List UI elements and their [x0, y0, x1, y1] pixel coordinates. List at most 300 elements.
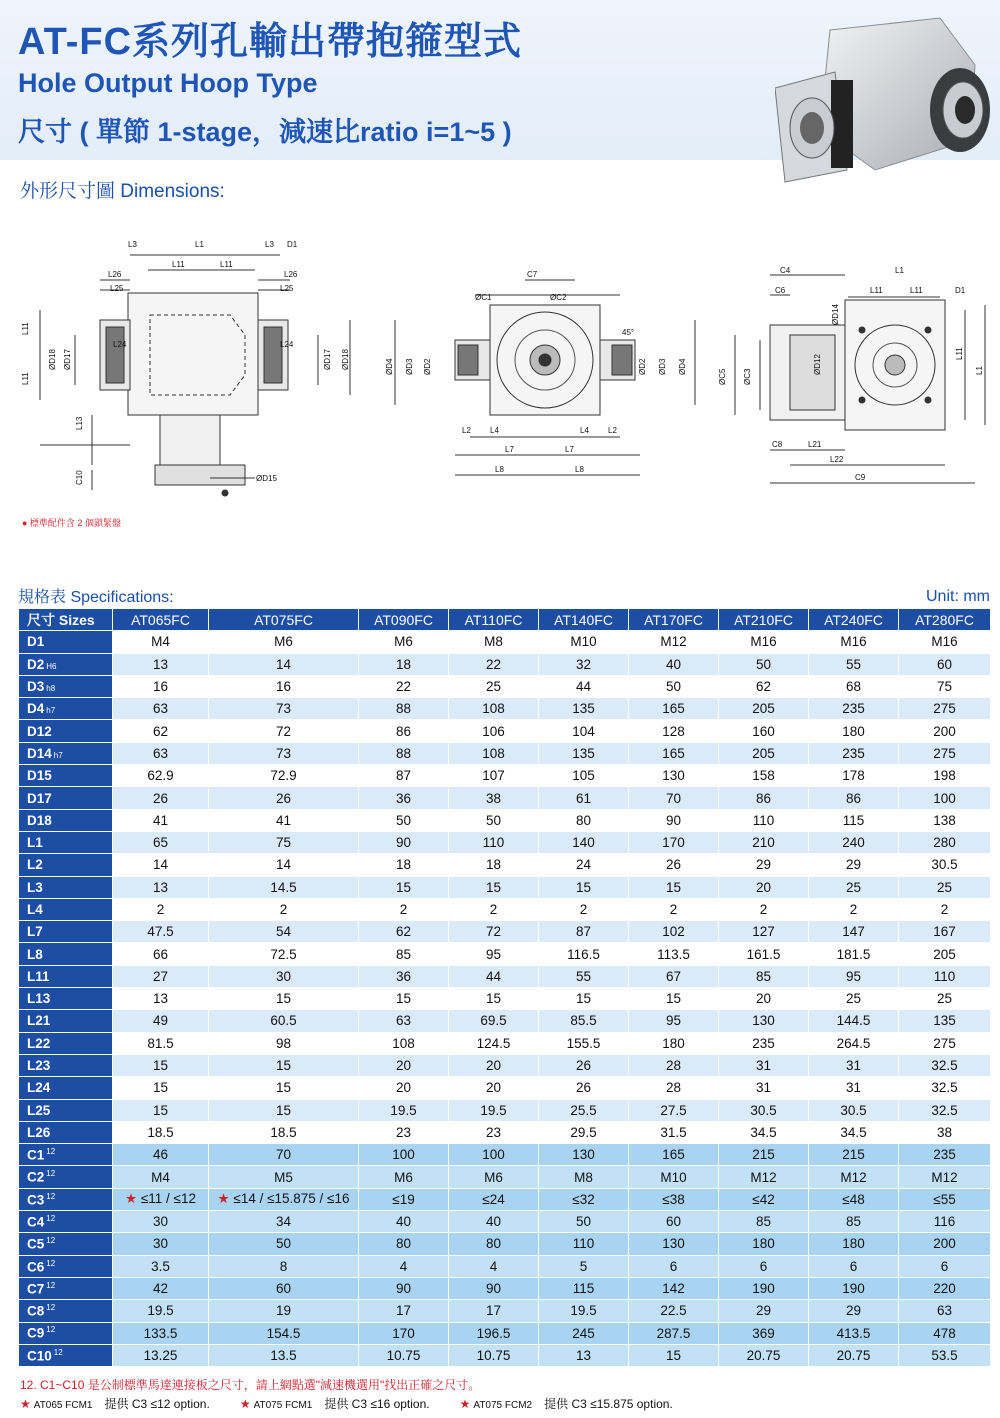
table-cell: [359, 943, 449, 965]
table-cell: [113, 1211, 209, 1233]
table-cell: [209, 631, 359, 653]
model-header-at075fc: AT075FC: [209, 609, 359, 631]
table-cell: [719, 631, 809, 653]
table-cell: [449, 1054, 539, 1076]
table-cell: [719, 1166, 809, 1188]
option-note: [20, 1397, 210, 1411]
table-cell: [539, 653, 629, 675]
cell-value: 98: [275, 1035, 292, 1051]
row-label-text: L3: [27, 879, 43, 895]
table-cell: [899, 765, 991, 787]
label-L25-right: L25: [280, 284, 294, 293]
table-cell: [113, 742, 209, 764]
table-row-c2: [19, 1166, 991, 1188]
label-L1-side-vert: L1: [975, 366, 984, 375]
cell-value: 73: [275, 745, 292, 761]
table-cell: [899, 787, 991, 809]
table-cell: [449, 653, 539, 675]
label-D3-right: ØD3: [658, 358, 667, 375]
table-cell: [209, 1054, 359, 1076]
cell-value: 165: [662, 745, 685, 761]
cell-value: M8: [574, 1169, 593, 1185]
table-cell: [629, 1144, 719, 1166]
table-cell: [809, 765, 899, 787]
table-row-l2: [19, 854, 991, 876]
cell-value: 44: [575, 679, 592, 695]
table-cell: [899, 1188, 991, 1210]
cell-value: 18: [395, 857, 412, 873]
cell-value: 80: [485, 1236, 502, 1252]
cell-value: 205: [752, 701, 775, 717]
cell-value: 46: [152, 1147, 169, 1163]
front-view-drawing: [40, 255, 350, 496]
cell-value: 88: [395, 745, 412, 761]
cell-value: 110: [933, 968, 956, 984]
table-cell: [899, 1121, 991, 1143]
row-label: [19, 965, 113, 987]
table-cell: [209, 921, 359, 943]
row-label: [19, 809, 113, 831]
cell-value: 15: [395, 879, 412, 895]
table-cell: [539, 675, 629, 697]
model-header-at065fc: AT065FC: [113, 609, 209, 631]
label-D14: ØD14: [831, 304, 840, 325]
label-L11-a: L11: [172, 260, 185, 269]
cell-value: 61: [575, 790, 592, 806]
cell-value: 62: [755, 679, 772, 695]
cell-value: 88: [395, 701, 412, 717]
table-cell: [113, 831, 209, 853]
table-cell: [539, 921, 629, 943]
table-cell: [209, 1255, 359, 1277]
page-subtitle-ratio: 尺寸 ( 單節 1-stage，減速比ratio i=1~5 ): [18, 117, 512, 147]
table-cell: [113, 898, 209, 920]
cell-value: 80: [395, 1236, 412, 1252]
table-cell: [809, 1077, 899, 1099]
cell-value: 138: [933, 812, 956, 828]
table-cell: [899, 675, 991, 697]
table-cell: [629, 988, 719, 1010]
cell-value: ≤19: [392, 1191, 415, 1207]
table-cell: [539, 720, 629, 742]
table-cell: [449, 1233, 539, 1255]
row-label-text: D15: [27, 768, 52, 784]
label-D1-side: D1: [955, 286, 966, 295]
table-cell: [809, 943, 899, 965]
cell-value: 20: [485, 1080, 502, 1096]
dimensions-title: 外形尺寸圖 Dimensions:: [20, 181, 225, 202]
cell-value: 55: [845, 656, 862, 672]
cell-value: M12: [750, 1169, 777, 1185]
table-cell: [359, 921, 449, 943]
cell-value: 85: [755, 968, 772, 984]
cell-value: ≤38: [662, 1191, 685, 1207]
table-cell: [113, 1099, 209, 1121]
table-cell: [809, 809, 899, 831]
table-cell: [899, 943, 991, 965]
table-cell: [449, 720, 539, 742]
cell-value: 25.5: [570, 1102, 597, 1118]
table-cell: [719, 988, 809, 1010]
row-label-footnote-ref: 12: [46, 1191, 56, 1201]
cell-value: 264.5: [836, 1035, 871, 1051]
cell-value: 32: [575, 656, 592, 672]
label-L26-right: L26: [284, 270, 298, 279]
table-cell: [719, 965, 809, 987]
cell-value: 170: [662, 835, 685, 851]
label-L2-right: L2: [608, 426, 617, 435]
table-cell: [539, 1211, 629, 1233]
unit-label: Unit: mm: [926, 588, 990, 605]
cell-value: 47.5: [147, 924, 174, 940]
row-label-text: D14: [27, 745, 52, 761]
cell-value: 105: [572, 768, 595, 784]
row-label-text: C4: [27, 1214, 45, 1230]
table-row-c9: [19, 1322, 991, 1344]
cell-value: 40: [485, 1214, 502, 1230]
table-row-l26: [19, 1121, 991, 1143]
table-cell: [629, 1166, 719, 1188]
table-cell: [113, 1188, 209, 1210]
cell-value: 478: [933, 1325, 956, 1341]
cell-value: 36: [395, 968, 412, 984]
row-label-footnote-ref: 12: [46, 1213, 56, 1223]
table-cell: [113, 720, 209, 742]
table-cell: [359, 1054, 449, 1076]
cell-value: 50: [755, 656, 772, 672]
table-cell: [359, 965, 449, 987]
label-L24-right: L24: [280, 340, 294, 349]
cell-value: 19.5: [570, 1303, 597, 1319]
table-cell: [809, 898, 899, 920]
label-D3-left: ØD3: [405, 358, 414, 375]
cell-value: 25: [485, 679, 502, 695]
option-note: [240, 1397, 430, 1411]
cell-value: 25: [936, 879, 953, 895]
cell-value: 235: [842, 701, 865, 717]
cell-value: 210: [752, 835, 775, 851]
cell-value: 90: [485, 1281, 502, 1297]
cell-value: 15: [275, 991, 292, 1007]
table-cell: [629, 765, 719, 787]
table-row-d18: [19, 809, 991, 831]
cell-value: M4: [151, 634, 170, 650]
label-C1: ØC1: [475, 293, 492, 302]
table-cell: [539, 787, 629, 809]
table-row-l3: [19, 876, 991, 898]
table-cell: [449, 831, 539, 853]
table-cell: [629, 787, 719, 809]
table-cell: [809, 1054, 899, 1076]
table-cell: [899, 1099, 991, 1121]
row-label-footnote-ref: 12: [46, 1325, 56, 1335]
table-cell: [809, 1166, 899, 1188]
row-label-text: D12: [27, 723, 52, 739]
table-cell: [809, 631, 899, 653]
table-row-d17: [19, 787, 991, 809]
table-cell: [449, 742, 539, 764]
row-label-tolerance: H6: [46, 661, 57, 671]
cell-value: 2: [759, 902, 768, 917]
cell-value: 205: [933, 946, 956, 962]
cell-value: 13.5: [270, 1347, 297, 1363]
table-cell: [809, 921, 899, 943]
cell-value: 3.5: [151, 1258, 170, 1274]
table-cell: [449, 631, 539, 653]
cell-value: 28: [665, 1080, 682, 1096]
label-D17-left: ØD17: [63, 349, 72, 370]
cell-value: 161.5: [746, 946, 781, 962]
model-header-at110fc: AT110FC: [449, 609, 539, 631]
cell-value: 240: [842, 835, 865, 851]
table-cell: [629, 1300, 719, 1322]
option-text: 提供 C3 ≤16 option.: [324, 1397, 430, 1411]
table-cell: [539, 988, 629, 1010]
table-cell: [629, 1233, 719, 1255]
cell-value: 18.5: [270, 1124, 297, 1140]
label-L25-left: L25: [110, 284, 124, 293]
table-cell: [113, 921, 209, 943]
cell-value: M6: [394, 634, 413, 650]
cell-value: 275: [933, 1035, 956, 1051]
cell-value: 31.5: [660, 1124, 687, 1140]
cell-value: 108: [392, 1035, 415, 1051]
specifications-title: 規格表 Specifications:: [18, 589, 174, 606]
cell-value: 30.5: [750, 1102, 777, 1118]
cell-value: 60.5: [270, 1013, 297, 1029]
table-cell: [629, 675, 719, 697]
table-cell: [809, 1032, 899, 1054]
cell-value: M16: [931, 634, 958, 650]
table-cell: [719, 720, 809, 742]
table-cell: [539, 1054, 629, 1076]
cell-value: 165: [662, 1147, 685, 1163]
option-note: [460, 1397, 673, 1411]
cell-value: 8: [279, 1258, 288, 1274]
table-cell: [539, 1099, 629, 1121]
table-cell: [899, 1300, 991, 1322]
cell-value: 2: [399, 902, 408, 917]
cell-value: 95: [485, 946, 502, 962]
table-cell: [629, 1054, 719, 1076]
table-row-c5: [19, 1233, 991, 1255]
cell-value: 62.9: [147, 768, 174, 784]
row-label: [19, 653, 113, 675]
table-cell: [899, 1166, 991, 1188]
cell-value: 75: [936, 679, 953, 695]
table-cell: [113, 1277, 209, 1299]
cell-value: 108: [482, 745, 505, 761]
table-cell: [809, 1211, 899, 1233]
cell-value: 235: [752, 1035, 775, 1051]
table-cell: [209, 1166, 359, 1188]
table-row-d3: [19, 675, 991, 697]
table-cell: [629, 1010, 719, 1032]
cell-value: 25: [936, 991, 953, 1007]
table-row-l24: [19, 1077, 991, 1099]
table-cell: [539, 854, 629, 876]
label-D2-left: ØD2: [423, 358, 432, 375]
table-cell: [719, 653, 809, 675]
row-label-text: D17: [27, 790, 52, 806]
star-icon: ★: [239, 1397, 251, 1411]
table-cell: [113, 1121, 209, 1143]
cell-value: ≤48: [842, 1191, 865, 1207]
cell-value: 86: [755, 790, 772, 806]
table-row-c10: [19, 1344, 991, 1366]
table-cell: [539, 1188, 629, 1210]
row-label: [19, 921, 113, 943]
cell-value: 68: [845, 679, 862, 695]
table-cell: [539, 1144, 629, 1166]
table-cell: [809, 787, 899, 809]
table-cell: [539, 1077, 629, 1099]
cell-value: 29: [845, 1303, 862, 1319]
table-cell: [209, 1322, 359, 1344]
table-cell: [449, 675, 539, 697]
table-cell: [113, 1077, 209, 1099]
table-cell: [359, 675, 449, 697]
row-label: [19, 1121, 113, 1143]
cell-value: ≤24: [482, 1191, 505, 1207]
cell-value: 2: [279, 902, 288, 917]
table-cell: [809, 1322, 899, 1344]
table-cell: [899, 921, 991, 943]
row-label: [19, 1144, 113, 1166]
table-cell: [629, 631, 719, 653]
cell-value: 50: [395, 812, 412, 828]
cell-value: 63: [152, 745, 169, 761]
cell-value: 38: [936, 1124, 953, 1140]
footnote-12: 12. C1~C10 是公制標準馬達連接板之尺寸，請上網點選"減速機選用"找出正確之尺寸。: [20, 1378, 481, 1392]
cell-value: 69.5: [480, 1013, 507, 1029]
row-label-text: L7: [27, 924, 43, 940]
cell-value: 40: [395, 1214, 412, 1230]
table-cell: [209, 1121, 359, 1143]
cell-value: 34: [275, 1214, 292, 1230]
table-cell: [899, 698, 991, 720]
table-row-l8: [19, 943, 991, 965]
table-cell: [629, 1188, 719, 1210]
cell-value: 31: [755, 1058, 772, 1074]
table-cell: [899, 1211, 991, 1233]
table-cell: [539, 1300, 629, 1322]
cell-value: 30.5: [840, 1102, 867, 1118]
row-label-text: C8: [27, 1303, 45, 1319]
cell-value: 66: [152, 946, 169, 962]
cell-value: 20.75: [836, 1347, 871, 1363]
label-D15: ØD15: [256, 474, 277, 483]
table-row-d4: [19, 698, 991, 720]
cell-value: 75: [275, 835, 292, 851]
cell-value: 15: [275, 1102, 292, 1118]
cell-value: 235: [933, 1147, 956, 1163]
table-cell: [449, 1255, 539, 1277]
table-cell: [899, 1144, 991, 1166]
cell-value: 15: [485, 991, 502, 1007]
cell-value: 87: [395, 768, 412, 784]
table-cell: [719, 854, 809, 876]
cell-value: 144.5: [836, 1013, 871, 1029]
top-view-drawing: [395, 280, 695, 475]
label-L8-right: L8: [575, 465, 584, 474]
table-cell: [719, 921, 809, 943]
cell-value: 60: [275, 1281, 292, 1297]
cell-value: 29: [755, 857, 772, 873]
cell-value: 200: [933, 723, 956, 739]
table-row-d14: [19, 742, 991, 764]
table-cell: [359, 1010, 449, 1032]
table-cell: [209, 675, 359, 697]
table-row-l1: [19, 831, 991, 853]
table-cell: [449, 1211, 539, 1233]
cell-value: 198: [933, 768, 956, 784]
table-cell: [113, 631, 209, 653]
table-cell: [113, 876, 209, 898]
table-cell: [449, 698, 539, 720]
cell-value: 190: [752, 1281, 775, 1297]
table-cell: [809, 1255, 899, 1277]
table-cell: [113, 1166, 209, 1188]
table-cell: [359, 1144, 449, 1166]
model-header-at170fc: AT170FC: [629, 609, 719, 631]
cell-value: M6: [394, 1169, 413, 1185]
table-cell: [359, 720, 449, 742]
option-model: AT065 FCM1: [33, 1400, 93, 1411]
row-label: [19, 1344, 113, 1366]
table-cell: [629, 809, 719, 831]
table-cell: [809, 988, 899, 1010]
row-label: [19, 787, 113, 809]
table-cell: [359, 742, 449, 764]
table-cell: [899, 1010, 991, 1032]
cell-value: 142: [662, 1281, 685, 1297]
label-L3-left: L3: [128, 240, 137, 249]
cell-value: 19: [275, 1303, 292, 1319]
table-cell: [359, 1277, 449, 1299]
model-header-at090fc: AT090FC: [359, 609, 449, 631]
cell-value: 30: [152, 1214, 169, 1230]
cell-value: 22: [395, 679, 412, 695]
table-cell: [809, 742, 899, 764]
cell-value: 95: [845, 968, 862, 984]
cell-value: 275: [933, 745, 956, 761]
cell-value: 15: [152, 1102, 169, 1118]
cell-value: 85: [845, 1214, 862, 1230]
cell-value: 13: [152, 656, 169, 672]
table-cell: [629, 1077, 719, 1099]
table-cell: [539, 965, 629, 987]
cell-value: 25: [845, 991, 862, 1007]
table-cell: [113, 1144, 209, 1166]
cell-value: 31: [755, 1080, 772, 1096]
table-cell: [449, 765, 539, 787]
table-cell: [539, 898, 629, 920]
cell-value: 55: [575, 968, 592, 984]
cell-value: 154.5: [266, 1325, 301, 1341]
cell-value: 34.5: [840, 1124, 867, 1140]
option-text: 提供 C3 ≤15.875 option.: [544, 1397, 673, 1411]
table-cell: [539, 631, 629, 653]
cell-value: 22: [485, 656, 502, 672]
cell-value: 31: [845, 1058, 862, 1074]
table-cell: [113, 988, 209, 1010]
table-header-row: [19, 609, 991, 631]
table-cell: [209, 809, 359, 831]
table-cell: [113, 943, 209, 965]
model-header-at280fc: AT280FC: [899, 609, 991, 631]
cell-value: 26: [575, 1058, 592, 1074]
